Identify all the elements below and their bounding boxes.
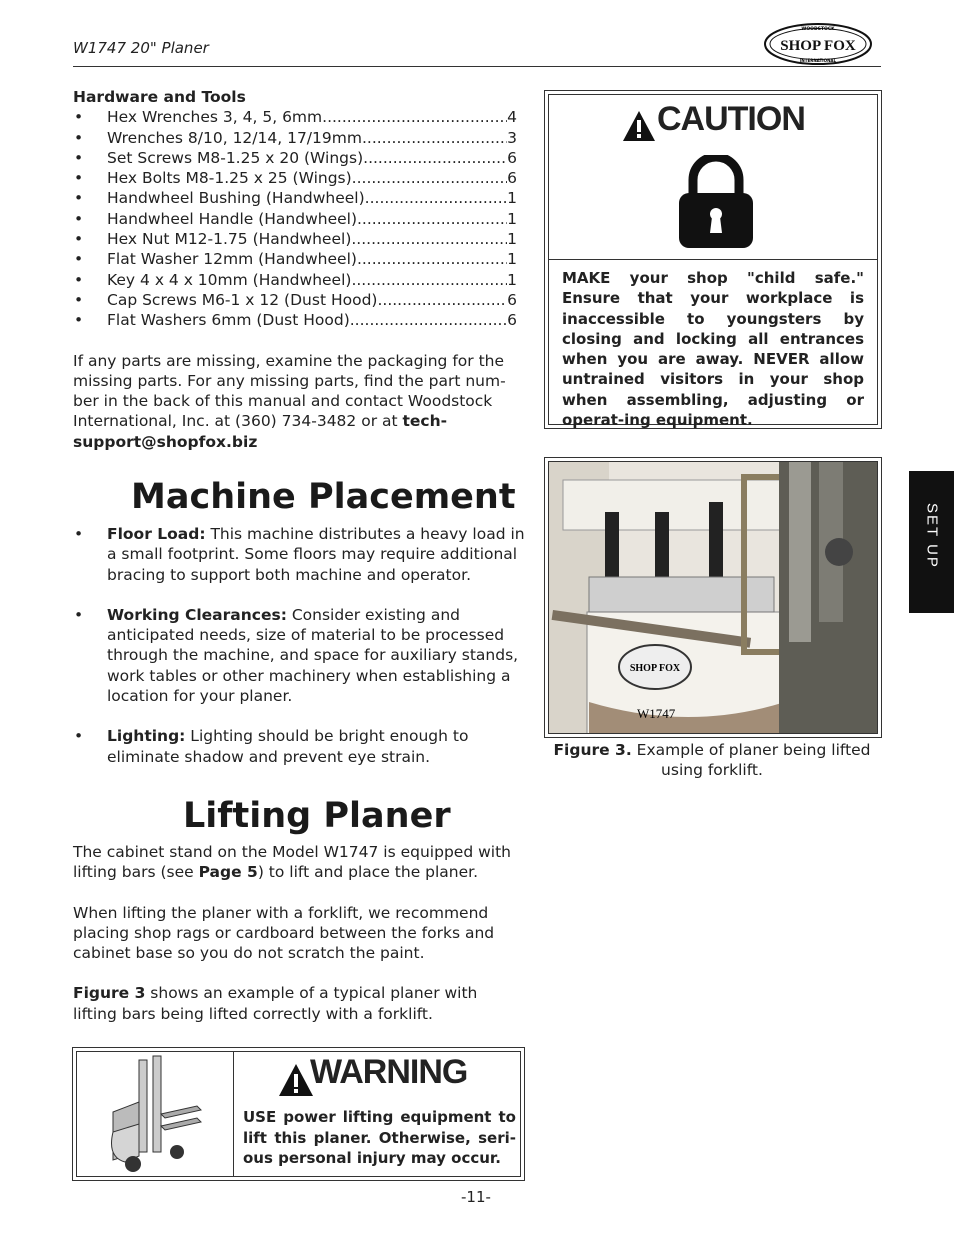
bullet-lighting <box>73 726 525 767</box>
leader-dots <box>322 107 507 127</box>
part-name: • Wrenches 8/10, 12/14, 17/19mm <box>107 128 362 147</box>
lifting-text: ) to lift and place the planer. <box>257 863 479 882</box>
part-quantity: 1 <box>507 250 517 269</box>
leader-dots <box>365 188 507 208</box>
part-quantity: 4 <box>507 108 517 127</box>
parts-list-item <box>73 310 525 330</box>
parts-list-item <box>73 148 525 168</box>
parts-list-item <box>73 168 525 188</box>
lifting-text: The cabinet stand on the Model W1747 is equipped with lifting bars (see <box>73 843 511 882</box>
warning-text: USE power lifting equipment to lift this planer. Otherwise, seri-ous personal injury may occur. <box>243 1108 516 1167</box>
figure-3-photo <box>544 457 882 738</box>
caution-heading: CAUTION <box>657 100 805 138</box>
bullet-label: Working Clearances: <box>107 605 287 624</box>
forklift-icon <box>77 1052 232 1176</box>
leader-dots <box>377 290 507 310</box>
parts-list-item <box>73 188 525 208</box>
part-name: • Flat Washers 6mm (Dust Hood) <box>107 311 350 330</box>
part-name: • Key 4 x 4 x 10mm (Handwheel) <box>107 270 352 289</box>
support-email: tech-support@shopfox.biz <box>73 412 448 451</box>
leader-dots <box>352 168 507 188</box>
lifting-paragraph-2: When lifting the planer with a forklift, we recommend placing shop rags or cardboard between the forks and cabinet base so you do not scratch the paint. <box>73 903 495 963</box>
shop-fox-logo <box>763 22 873 66</box>
planer-forklift-photo <box>549 462 878 734</box>
side-tab-label: SET UP <box>923 503 941 569</box>
bullet-text: Consider existing and anticipated needs, size of material to be processed through the machine, and space for auxiliary stands, work tables or other machinery when establishing a location for your planer. <box>107 605 519 706</box>
figure-caption <box>552 740 872 781</box>
leader-dots <box>350 310 507 330</box>
parts-list-item <box>73 229 525 249</box>
lifting-body <box>73 842 525 1024</box>
lifting-paragraph-3 <box>73 983 525 1024</box>
part-name: • Hex Wrenches 3, 4, 5, 6mm <box>107 108 323 127</box>
bullet-text: Lighting should be bright enough to eliminate shadow and prevent eye strain. <box>107 727 469 766</box>
logo-top-text: WOODSTOCK <box>801 27 835 32</box>
parts-list-item <box>73 209 525 229</box>
part-quantity: 6 <box>507 290 517 309</box>
leader-dots <box>357 209 507 229</box>
part-quantity: 1 <box>507 189 517 208</box>
photo-logo-text: SHOP FOX <box>629 663 681 674</box>
lifting-planer-title: Lifting Planer <box>183 796 451 836</box>
header-rule <box>73 66 881 67</box>
parts-list-item <box>73 107 525 127</box>
padlock-icon <box>677 155 755 250</box>
part-quantity: 6 <box>507 311 517 330</box>
section-side-tab <box>909 471 954 613</box>
bullet-label: Floor Load: <box>107 525 206 543</box>
lifting-text: shows an example of a typical planer with lifting bars being lifted correctly with a forklift. <box>73 984 478 1023</box>
part-name: • Cap Screws M6-1 x 12 (Dust Hood) <box>107 290 378 309</box>
part-quantity: 6 <box>507 148 517 167</box>
machine-placement-title: Machine Placement <box>131 477 516 517</box>
photo-model-text: W1747 <box>637 706 676 721</box>
parts-list-item <box>73 290 525 310</box>
part-name: • Set Screws M8-1.25 x 20 (Wings) <box>107 148 364 167</box>
header-title: W1747 20" Planer <box>73 39 209 57</box>
figure-caption-text: Example of planer being lifted using forklift. <box>631 741 871 780</box>
leader-dots <box>357 249 507 269</box>
warning-box <box>72 1047 525 1181</box>
leader-dots <box>362 128 507 148</box>
bullet-label: Lighting: <box>107 727 186 746</box>
caution-box <box>544 90 882 429</box>
bullet-text: This machine distributes a heavy load in a small footprint. Some floors may require additional bracing to support both machine and operator. <box>107 525 525 584</box>
figure-label: Figure 3. <box>553 741 632 759</box>
placement-bullets <box>73 524 525 787</box>
missing-parts-paragraph <box>73 351 525 452</box>
bullet-floor-load <box>73 524 525 585</box>
logo-text: SHOP FOX <box>780 38 856 54</box>
part-quantity: 6 <box>507 169 517 188</box>
logo-bottom-text: INTERNATIONAL <box>799 58 837 63</box>
lifting-paragraph-1 <box>73 842 525 883</box>
page-reference: Page 5 <box>198 863 258 882</box>
part-name: • Hex Bolts M8-1.25 x 25 (Wings) <box>107 169 352 188</box>
part-name: • Handwheel Handle (Handwheel) <box>107 209 357 228</box>
leader-dots <box>363 148 507 168</box>
caution-triangle-icon <box>622 110 656 142</box>
parts-list <box>73 107 525 330</box>
part-quantity: 1 <box>507 230 517 249</box>
caution-text: MAKE your shop "child safe." Ensure that your workplace is inaccessible to youngsters by closing and locking all entrances when you are away. NEVER allow untrained visitors in your shop when assembling, adjusting or operat-ing equipment. <box>562 269 864 430</box>
hardware-heading: Hardware and Tools <box>73 88 246 106</box>
figure-reference: Figure 3 <box>73 984 146 1003</box>
warning-heading: WARNING <box>310 1053 468 1091</box>
part-name: • Hex Nut M12-1.75 (Handwheel) <box>107 230 352 249</box>
part-quantity: 1 <box>507 209 517 228</box>
part-quantity: 3 <box>507 128 517 147</box>
part-name: • Handwheel Bushing (Handwheel) <box>107 189 365 208</box>
part-name: • Flat Washer 12mm (Handwheel) <box>107 250 357 269</box>
parts-list-item <box>73 128 525 148</box>
warning-triangle-icon <box>278 1063 314 1097</box>
hardware-section <box>73 87 525 452</box>
bullet-working-clearances <box>73 605 525 706</box>
leader-dots <box>351 270 507 290</box>
parts-list-item <box>73 270 525 290</box>
page-number: -11- <box>461 1188 491 1206</box>
missing-parts-text: If any parts are missing, examine the packaging for the missing parts. For any missing parts, find the part num-ber in the back of this manual and contact Woodstock International, Inc. at (360) 734-3482 or at <box>73 351 506 431</box>
leader-dots <box>351 229 507 249</box>
part-quantity: 1 <box>507 270 517 289</box>
parts-list-item <box>73 249 525 269</box>
